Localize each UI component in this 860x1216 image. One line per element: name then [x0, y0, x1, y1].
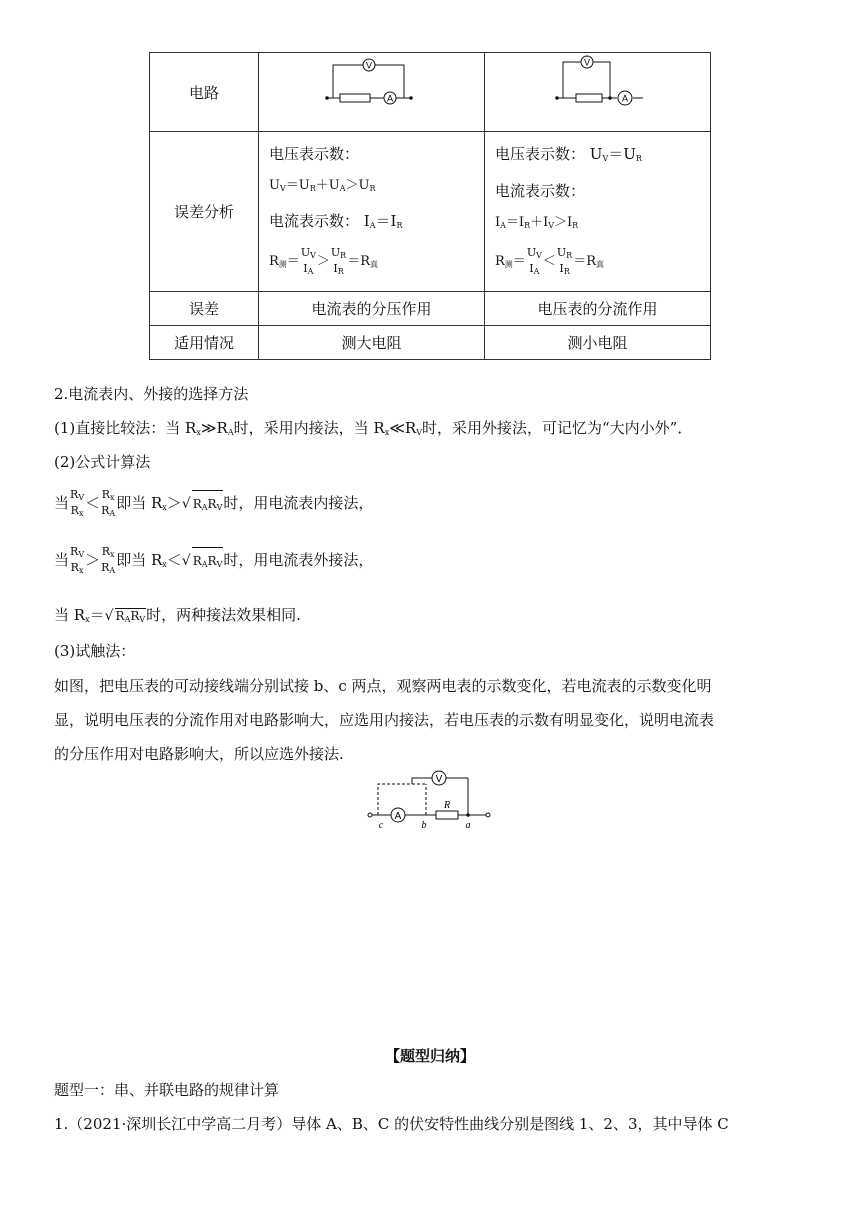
para-line-1: 如图，把电压表的可动接线端分别试接 b、c 两点，观察两电表的示数变化，若电流表的示数变化明 — [54, 677, 712, 695]
outer-circuit-cell — [485, 53, 711, 132]
section2-item2: (2)公式计算法 — [54, 453, 151, 471]
question-type-1: 题型一：串、并联电路的规律计算 — [54, 1081, 280, 1099]
row-head-error: 误差 — [150, 292, 259, 326]
svg-text:a: a — [465, 820, 471, 830]
table-row — [150, 292, 711, 326]
svg-text:V: V — [583, 57, 591, 68]
formula-line-2: 当 $R_V$ $R_x$ ＞ $R_x$ $R_A$ 即当 $R_x<√$ $R_AR_V$时，用电流表外接法， — [54, 545, 373, 578]
inner-analysis-cell — [259, 132, 485, 292]
inner-v-title: 电压表示数： — [269, 145, 360, 163]
row-head-error-analysis: 误差分析 — [150, 132, 259, 292]
inner-applicable: 测大电阻 — [259, 326, 485, 360]
svg-text:A: A — [621, 93, 629, 104]
outer-i-eq: $I_A=I_R+I_V>I_R$ — [495, 215, 579, 230]
inner-circuit-cell — [259, 53, 485, 132]
summary-heading: 【题型归纳】 — [384, 1047, 475, 1065]
outer-analysis-cell — [485, 132, 711, 292]
table-row — [150, 53, 711, 132]
svg-text:A: A — [394, 811, 402, 822]
svg-text:c: c — [378, 820, 384, 830]
question-1: 1.（2021·深圳长江中学高二月考）导体 A、B、C 的伏安特性曲线分别是图线 1、2、3，其中导体 C — [54, 1115, 729, 1133]
section2-item3: (3)试触法： — [54, 642, 136, 660]
inner-r-eq: $R_测=$ $U_V$ $I_A$ ＞ $U_R$ $I_R$ $=R_真$ — [269, 245, 378, 276]
comparison-table — [149, 52, 711, 360]
svg-text:V: V — [435, 774, 443, 785]
para-line-2: 显，说明电压表的分流作用对电路影响大，应选用内接法，若电压表的示数有明显变化，说明电流表 — [54, 711, 715, 729]
svg-text:b: b — [421, 820, 427, 830]
outer-connection-diagram — [485, 53, 710, 127]
inner-i-eq: 电流表示数： $I_A=I_R$ — [269, 212, 403, 230]
outer-i-title: 电流表示数： — [495, 182, 586, 200]
table-row — [150, 326, 711, 360]
inner-v-eq: $U_V=U_R+U_A>U_R$ — [269, 178, 376, 193]
trial-touch-circuit-figure — [360, 770, 500, 830]
section2-item1: (1)直接比较法：当 $R_x≫R_A$时，采用内接法，当 $R_x≪R_V$时，采用外接法，可记忆为“大内小外”． — [54, 419, 693, 437]
outer-r-eq: $R_测=$ $U_V$ $I_A$ ＜ $U_R$ $I_R$ $=R_真$ — [495, 245, 604, 276]
table-row — [150, 132, 711, 292]
para-line-3: 的分压作用对电路影响大，所以应选外接法. — [54, 745, 344, 763]
inner-connection-diagram — [259, 53, 484, 127]
section2-title: 2.电流表内、外接的选择方法 — [54, 385, 249, 403]
formula-line-3: 当 $R_x=√$ $R_AR_V$时，两种接法效果相同. — [54, 606, 301, 624]
svg-text:A: A — [386, 93, 394, 104]
outer-applicable: 测小电阻 — [485, 326, 711, 360]
formula-line-1: 当 $R_V$ $R_x$ ＜ $R_x$ $R_A$ 即当 $R_x>√$ $R_AR_V$时，用电流表内接法， — [54, 488, 373, 521]
row-head-circuit: 电路 — [150, 53, 259, 132]
row-head-applicable: 适用情况 — [150, 326, 259, 360]
inner-error: 电流表的分压作用 — [259, 292, 485, 326]
svg-text:R: R — [443, 800, 451, 811]
outer-v-eq: 电压表示数： $U_V=U_R$ — [495, 145, 642, 163]
svg-text:V: V — [365, 60, 373, 71]
outer-error: 电压表的分流作用 — [485, 292, 711, 326]
